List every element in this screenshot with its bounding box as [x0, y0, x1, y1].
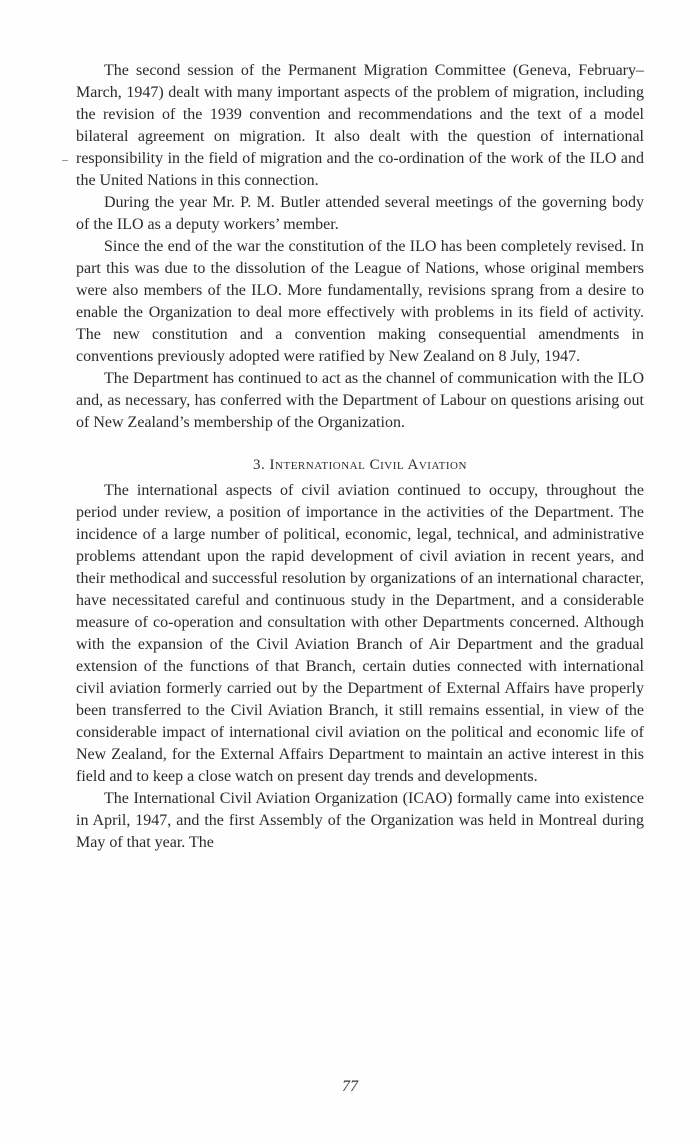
paragraph-icao: The International Civil Aviation Organization (ICAO) formally came into existence in April, 1947, and the first Assembly of the Organization was held in Montreal during May of that year. The	[76, 790, 644, 851]
paragraph-ilo-constitution: Since the end of the war the constitution of the ILO has been completely revised. In part this was due to the dissolution of the League of Nations, whose original members were also members of the ILO. More fundamentally, revisions sprang from a desire to enable the Organization to deal more effectively with problems in its field of activity. The new constitution and a convention making consequential amendments in conventions previously adopted were ratified by New Zealand on 8 July, 1947.	[76, 238, 644, 365]
body-text	[76, 60, 644, 854]
paragraph-department-channel: The Department has continued to act as the channel of communication with the ILO and, as necessary, has conferred with the Department of Labour on questions arising out of New Zealand’s membership of the Organization.	[76, 370, 644, 431]
paragraph-migration-committee: The second session of the Permanent Migration Committee (Geneva, February–March, 1947) dealt with many important aspects of the problem of migration, including the revision of the 1939 convention and recommendations and the text of a model bilateral agreement on migration. It also dealt with the question of international responsibility in the field of migration and the co-ordination of the work of the ILO and the United Nations in this connection.	[76, 62, 644, 189]
section-heading: 3. International Civil Aviation	[253, 457, 467, 473]
page-number: 77	[342, 1078, 358, 1095]
paragraph-civil-aviation: The international aspects of civil aviation continued to occupy, throughout the period under review, a position of importance in the activities of the Department. The incidence of a large number of political, economic, legal, technical, and administrative problems attendant upon the rapid development of civil aviation in recent years, and their methodical and successful resolution by organizations of an international character, have necessitated careful and continuous study in the Department, and a considerable measure of co-operation and consultation with other Departments concerned. Although with the expansion of the Civil Aviation Branch of Air Department and the gradual extension of the functions of that Branch, certain duties connected with international civil aviation formerly carried out by the Department of External Affairs have properly been transferred to the Civil Aviation Branch, it still remains essential, in view of the considerable impact of international civil aviation on the political and economic life of New Zealand, for the External Affairs Department to maintain an active interest in this field and to keep a close watch on present day trends and developments.	[76, 482, 644, 785]
paragraph-butler: During the year Mr. P. M. Butler attended several meetings of the governing body of the ILO as a deputy workers’ member.	[76, 194, 644, 233]
margin-mark	[62, 160, 68, 161]
